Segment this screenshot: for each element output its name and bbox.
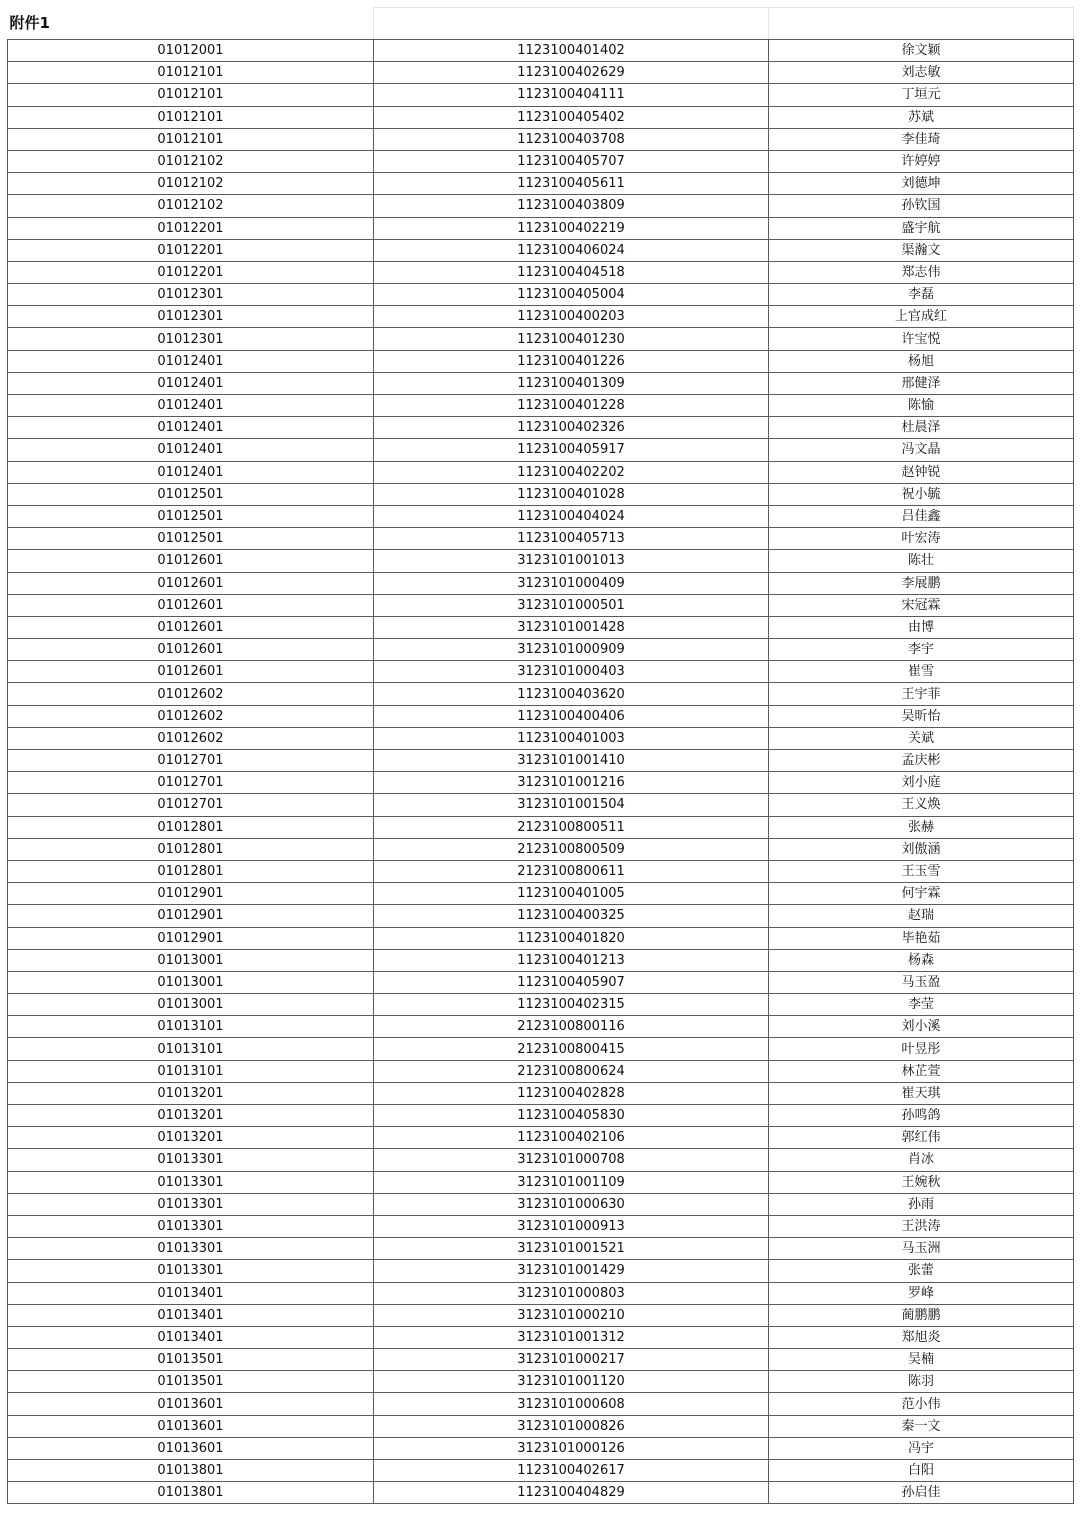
position-code-cell: 01012401 [8, 395, 374, 417]
table-row [8, 1105, 1074, 1127]
name-cell: 王洪涛 [769, 1215, 1074, 1237]
exam-number-cell: 3123101001428 [374, 616, 769, 638]
exam-number-cell: 1123100401228 [374, 395, 769, 417]
table-row [8, 1193, 1074, 1215]
name-cell: 孟庆彬 [769, 750, 1074, 772]
exam-number-cell: 3123101001120 [374, 1371, 769, 1393]
exam-number-cell: 1123100401820 [374, 927, 769, 949]
table-row [8, 550, 1074, 572]
table-row [8, 239, 1074, 261]
name-cell: 由博 [769, 616, 1074, 638]
table-row [8, 1460, 1074, 1482]
exam-number-cell: 3123101000126 [374, 1437, 769, 1459]
table-row [8, 1371, 1074, 1393]
position-code-cell: 01013101 [8, 1060, 374, 1082]
name-cell: 刘小溪 [769, 1016, 1074, 1038]
table-row [8, 794, 1074, 816]
exam-number-cell: 1123100402202 [374, 461, 769, 483]
table-row [8, 350, 1074, 372]
spreadsheet [7, 7, 1073, 1504]
position-code-cell: 01012301 [8, 328, 374, 350]
exam-number-cell: 3123101000826 [374, 1415, 769, 1437]
name-cell: 叶昱彤 [769, 1038, 1074, 1060]
name-cell: 张赫 [769, 816, 1074, 838]
table-row [8, 883, 1074, 905]
name-cell: 孙钦国 [769, 195, 1074, 217]
table-row [8, 616, 1074, 638]
table-row [8, 128, 1074, 150]
attachment-title: 附件1 [8, 8, 374, 40]
table-row [8, 1016, 1074, 1038]
name-cell: 盛宇航 [769, 217, 1074, 239]
position-code-cell: 01013601 [8, 1415, 374, 1437]
position-code-cell: 01013301 [8, 1238, 374, 1260]
table-row [8, 949, 1074, 971]
position-code-cell: 01013301 [8, 1149, 374, 1171]
position-code-cell: 01013001 [8, 949, 374, 971]
exam-number-cell: 1123100404829 [374, 1482, 769, 1504]
exam-number-cell: 1123100400325 [374, 905, 769, 927]
exam-number-cell: 3123101000501 [374, 594, 769, 616]
name-cell: 崔天琪 [769, 1082, 1074, 1104]
exam-number-cell: 3123101000608 [374, 1393, 769, 1415]
position-code-cell: 01013401 [8, 1326, 374, 1348]
name-cell: 吴昕怡 [769, 705, 1074, 727]
empty-cell [769, 8, 1074, 40]
name-cell: 王婉秋 [769, 1171, 1074, 1193]
name-cell: 李莹 [769, 994, 1074, 1016]
exam-number-cell: 1123100401028 [374, 483, 769, 505]
exam-number-cell: 1123100406024 [374, 239, 769, 261]
position-code-cell: 01013201 [8, 1082, 374, 1104]
name-cell: 孙雨 [769, 1193, 1074, 1215]
table-row [8, 927, 1074, 949]
name-cell: 何宇霖 [769, 883, 1074, 905]
table-row [8, 372, 1074, 394]
name-cell: 关斌 [769, 727, 1074, 749]
position-code-cell: 01012401 [8, 372, 374, 394]
position-code-cell: 01012701 [8, 750, 374, 772]
exam-number-cell: 2123100800509 [374, 838, 769, 860]
exam-number-cell: 1123100403708 [374, 128, 769, 150]
table-row [8, 439, 1074, 461]
exam-number-cell: 1123100403809 [374, 195, 769, 217]
exam-number-cell: 1123100404518 [374, 261, 769, 283]
position-code-cell: 01012101 [8, 106, 374, 128]
position-code-cell: 01013601 [8, 1437, 374, 1459]
table-row [8, 395, 1074, 417]
position-code-cell: 01012601 [8, 572, 374, 594]
table-row [8, 705, 1074, 727]
name-cell: 王义焕 [769, 794, 1074, 816]
exam-number-cell: 3123101001429 [374, 1260, 769, 1282]
header-row [8, 8, 1074, 40]
exam-number-cell: 1123100404111 [374, 84, 769, 106]
exam-number-cell: 1123100401003 [374, 727, 769, 749]
position-code-cell: 01012602 [8, 683, 374, 705]
exam-number-cell: 2123100800511 [374, 816, 769, 838]
position-code-cell: 01012901 [8, 927, 374, 949]
position-code-cell: 01012601 [8, 639, 374, 661]
table-row [8, 1127, 1074, 1149]
table-row [8, 838, 1074, 860]
table-row [8, 461, 1074, 483]
exam-number-cell: 1123100405917 [374, 439, 769, 461]
table-row [8, 727, 1074, 749]
position-code-cell: 01012601 [8, 661, 374, 683]
exam-number-cell: 1123100402629 [374, 62, 769, 84]
table-row [8, 84, 1074, 106]
position-code-cell: 01012801 [8, 816, 374, 838]
name-cell: 孙鸣鸽 [769, 1105, 1074, 1127]
position-code-cell: 01012102 [8, 150, 374, 172]
name-cell: 刘志敏 [769, 62, 1074, 84]
name-cell: 赵钟锐 [769, 461, 1074, 483]
position-code-cell: 01013501 [8, 1349, 374, 1371]
position-code-cell: 01013301 [8, 1193, 374, 1215]
table-row [8, 1393, 1074, 1415]
position-code-cell: 01013301 [8, 1171, 374, 1193]
name-cell: 宋冠霖 [769, 594, 1074, 616]
name-cell: 郭红伟 [769, 1127, 1074, 1149]
position-code-cell: 01012602 [8, 705, 374, 727]
table-row [8, 1082, 1074, 1104]
exam-number-cell: 2123100800611 [374, 860, 769, 882]
table-row [8, 1038, 1074, 1060]
name-cell: 秦一文 [769, 1415, 1074, 1437]
name-cell: 吴楠 [769, 1349, 1074, 1371]
table-row [8, 106, 1074, 128]
exam-number-cell: 3123101000409 [374, 572, 769, 594]
exam-number-cell: 1123100402106 [374, 1127, 769, 1149]
exam-number-cell: 1123100405830 [374, 1105, 769, 1127]
position-code-cell: 01012401 [8, 417, 374, 439]
position-code-cell: 01012602 [8, 727, 374, 749]
name-cell: 李展鹏 [769, 572, 1074, 594]
table-row [8, 284, 1074, 306]
exam-number-cell: 3123101001410 [374, 750, 769, 772]
name-cell: 邢健泽 [769, 372, 1074, 394]
position-code-cell: 01013501 [8, 1371, 374, 1393]
name-cell: 渠瀚文 [769, 239, 1074, 261]
position-code-cell: 01013001 [8, 971, 374, 993]
position-code-cell: 01013201 [8, 1105, 374, 1127]
name-cell: 孙启佳 [769, 1482, 1074, 1504]
position-code-cell: 01012401 [8, 439, 374, 461]
name-cell: 郑旭炎 [769, 1326, 1074, 1348]
exam-number-cell: 1123100401309 [374, 372, 769, 394]
position-code-cell: 01012501 [8, 505, 374, 527]
position-code-cell: 01012101 [8, 128, 374, 150]
position-code-cell: 01012201 [8, 217, 374, 239]
exam-number-cell: 1123100401230 [374, 328, 769, 350]
name-cell: 叶宏涛 [769, 528, 1074, 550]
exam-number-cell: 1123100402219 [374, 217, 769, 239]
exam-number-cell: 1123100401213 [374, 949, 769, 971]
exam-number-cell: 1123100400406 [374, 705, 769, 727]
table-row [8, 1171, 1074, 1193]
table-row [8, 1260, 1074, 1282]
position-code-cell: 01012201 [8, 239, 374, 261]
exam-number-cell: 3123101000630 [374, 1193, 769, 1215]
name-cell: 郑志伟 [769, 261, 1074, 283]
name-cell: 吕佳鑫 [769, 505, 1074, 527]
position-code-cell: 01012101 [8, 62, 374, 84]
name-cell: 冯文晶 [769, 439, 1074, 461]
name-cell: 王玉雪 [769, 860, 1074, 882]
exam-number-cell: 3123101000210 [374, 1304, 769, 1326]
table-row [8, 1149, 1074, 1171]
exam-number-cell: 2123100800415 [374, 1038, 769, 1060]
name-cell: 杨旭 [769, 350, 1074, 372]
position-code-cell: 01013601 [8, 1393, 374, 1415]
exam-number-cell: 1123100402315 [374, 994, 769, 1016]
name-cell: 白阳 [769, 1460, 1074, 1482]
position-code-cell: 01013401 [8, 1304, 374, 1326]
exam-number-cell: 1123100402828 [374, 1082, 769, 1104]
table-row [8, 483, 1074, 505]
table-row [8, 1215, 1074, 1237]
name-cell: 刘德坤 [769, 173, 1074, 195]
name-cell: 肖冰 [769, 1149, 1074, 1171]
name-cell: 陈壮 [769, 550, 1074, 572]
position-code-cell: 01013401 [8, 1282, 374, 1304]
name-cell: 马玉洲 [769, 1238, 1074, 1260]
exam-number-cell: 1123100405707 [374, 150, 769, 172]
position-code-cell: 01012701 [8, 772, 374, 794]
exam-number-cell: 1123100400203 [374, 306, 769, 328]
name-cell: 赵瑞 [769, 905, 1074, 927]
name-cell: 徐文颖 [769, 40, 1074, 62]
name-cell: 许宝悦 [769, 328, 1074, 350]
position-code-cell: 01013801 [8, 1482, 374, 1504]
name-cell: 李宇 [769, 639, 1074, 661]
exam-number-cell: 1123100405611 [374, 173, 769, 195]
position-code-cell: 01013101 [8, 1016, 374, 1038]
exam-number-cell: 3123101001504 [374, 794, 769, 816]
name-cell: 张蕾 [769, 1260, 1074, 1282]
exam-number-cell: 1123100401402 [374, 40, 769, 62]
table-row [8, 905, 1074, 927]
position-code-cell: 01013001 [8, 994, 374, 1016]
position-code-cell: 01013201 [8, 1127, 374, 1149]
table-row [8, 572, 1074, 594]
exam-number-cell: 2123100800116 [374, 1016, 769, 1038]
position-code-cell: 01012501 [8, 528, 374, 550]
table-row [8, 1437, 1074, 1459]
name-cell: 林芷萱 [769, 1060, 1074, 1082]
position-code-cell: 01013301 [8, 1215, 374, 1237]
position-code-cell: 01012301 [8, 306, 374, 328]
exam-number-cell: 1123100401226 [374, 350, 769, 372]
name-cell: 上官成红 [769, 306, 1074, 328]
table-row [8, 772, 1074, 794]
exam-number-cell: 1123100405402 [374, 106, 769, 128]
name-cell: 刘傲涵 [769, 838, 1074, 860]
exam-number-cell: 1123100402617 [374, 1460, 769, 1482]
name-cell: 陈羽 [769, 1371, 1074, 1393]
position-code-cell: 01012901 [8, 905, 374, 927]
name-cell: 蔺鹏鹏 [769, 1304, 1074, 1326]
position-code-cell: 01012601 [8, 616, 374, 638]
exam-number-cell: 3123101001216 [374, 772, 769, 794]
table-row [8, 994, 1074, 1016]
name-cell: 罗峰 [769, 1282, 1074, 1304]
exam-number-cell: 1123100402326 [374, 417, 769, 439]
table-row [8, 1304, 1074, 1326]
name-cell: 丁垣元 [769, 84, 1074, 106]
table-row [8, 1326, 1074, 1348]
table-row [8, 528, 1074, 550]
exam-number-cell: 1123100405004 [374, 284, 769, 306]
name-cell: 毕艳茹 [769, 927, 1074, 949]
position-code-cell: 01012701 [8, 794, 374, 816]
position-code-cell: 01013101 [8, 1038, 374, 1060]
table-row [8, 505, 1074, 527]
position-code-cell: 01013801 [8, 1460, 374, 1482]
position-code-cell: 01012201 [8, 261, 374, 283]
empty-cell [374, 8, 769, 40]
name-cell: 刘小庭 [769, 772, 1074, 794]
table-row [8, 217, 1074, 239]
exam-number-cell: 1123100405907 [374, 971, 769, 993]
position-code-cell: 01012801 [8, 860, 374, 882]
table-row [8, 1482, 1074, 1504]
position-code-cell: 01012001 [8, 40, 374, 62]
table-row [8, 816, 1074, 838]
position-code-cell: 01012401 [8, 461, 374, 483]
table-row [8, 860, 1074, 882]
table-row [8, 971, 1074, 993]
table-row [8, 1060, 1074, 1082]
exam-number-cell: 3123101000708 [374, 1149, 769, 1171]
table-row [8, 40, 1074, 62]
name-cell: 祝小毓 [769, 483, 1074, 505]
table-row [8, 306, 1074, 328]
position-code-cell: 01012601 [8, 594, 374, 616]
exam-number-cell: 1123100404024 [374, 505, 769, 527]
position-code-cell: 01013301 [8, 1260, 374, 1282]
table-row [8, 661, 1074, 683]
position-code-cell: 01012301 [8, 284, 374, 306]
name-cell: 李佳琦 [769, 128, 1074, 150]
table-row [8, 639, 1074, 661]
exam-number-cell: 3123101001521 [374, 1238, 769, 1260]
table-row [8, 195, 1074, 217]
table-row [8, 594, 1074, 616]
table-row [8, 1238, 1074, 1260]
position-code-cell: 01012102 [8, 195, 374, 217]
name-cell: 李磊 [769, 284, 1074, 306]
roster-table [7, 7, 1074, 1504]
exam-number-cell: 3123101000403 [374, 661, 769, 683]
name-cell: 马玉盈 [769, 971, 1074, 993]
table-row [8, 328, 1074, 350]
table-row [8, 62, 1074, 84]
name-cell: 陈愉 [769, 395, 1074, 417]
table-row [8, 683, 1074, 705]
table-row [8, 261, 1074, 283]
table-row [8, 1415, 1074, 1437]
exam-number-cell: 1123100403620 [374, 683, 769, 705]
position-code-cell: 01012101 [8, 84, 374, 106]
name-cell: 范小伟 [769, 1393, 1074, 1415]
position-code-cell: 01012601 [8, 550, 374, 572]
exam-number-cell: 3123101000913 [374, 1215, 769, 1237]
exam-number-cell: 3123101000909 [374, 639, 769, 661]
name-cell: 冯宇 [769, 1437, 1074, 1459]
exam-number-cell: 3123101000803 [374, 1282, 769, 1304]
table-row [8, 1282, 1074, 1304]
position-code-cell: 01012801 [8, 838, 374, 860]
name-cell: 王宇菲 [769, 683, 1074, 705]
name-cell: 崔雪 [769, 661, 1074, 683]
position-code-cell: 01012901 [8, 883, 374, 905]
exam-number-cell: 2123100800624 [374, 1060, 769, 1082]
position-code-cell: 01012401 [8, 350, 374, 372]
table-row [8, 417, 1074, 439]
table-row [8, 1349, 1074, 1371]
exam-number-cell: 3123101001109 [374, 1171, 769, 1193]
table-row [8, 750, 1074, 772]
position-code-cell: 01012102 [8, 173, 374, 195]
exam-number-cell: 1123100401005 [374, 883, 769, 905]
table-row [8, 173, 1074, 195]
name-cell: 苏斌 [769, 106, 1074, 128]
exam-number-cell: 3123101000217 [374, 1349, 769, 1371]
name-cell: 杜晨泽 [769, 417, 1074, 439]
table-row [8, 150, 1074, 172]
position-code-cell: 01012501 [8, 483, 374, 505]
name-cell: 杨森 [769, 949, 1074, 971]
exam-number-cell: 3123101001312 [374, 1326, 769, 1348]
name-cell: 许婷婷 [769, 150, 1074, 172]
exam-number-cell: 3123101001013 [374, 550, 769, 572]
exam-number-cell: 1123100405713 [374, 528, 769, 550]
